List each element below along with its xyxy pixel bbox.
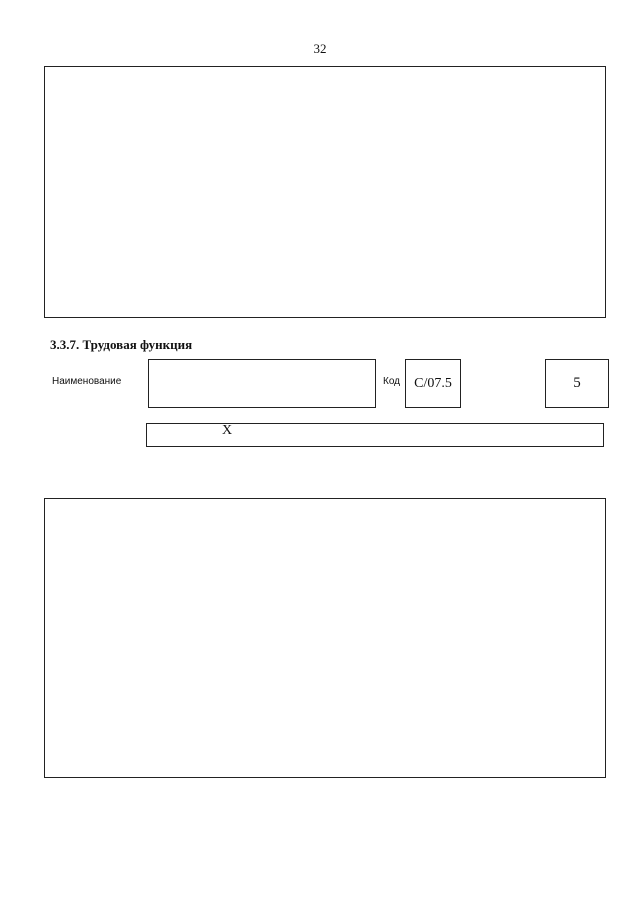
function-code: C/07.5: [414, 375, 452, 391]
function-details-table: [44, 498, 606, 778]
original-mark: X: [222, 423, 233, 438]
previous-function-table: [44, 66, 606, 318]
function-name-box: [148, 359, 376, 408]
qualification-level-box: [545, 359, 609, 408]
code-label: Код: [383, 376, 401, 387]
page-number: 32: [313, 41, 327, 56]
qualification-level: 5: [573, 375, 581, 391]
origin-box: [146, 423, 604, 447]
function-code-box: [405, 359, 461, 408]
section-heading: 3.3.7. Трудовая функция: [50, 337, 193, 352]
name-label: Наименование: [52, 376, 122, 387]
